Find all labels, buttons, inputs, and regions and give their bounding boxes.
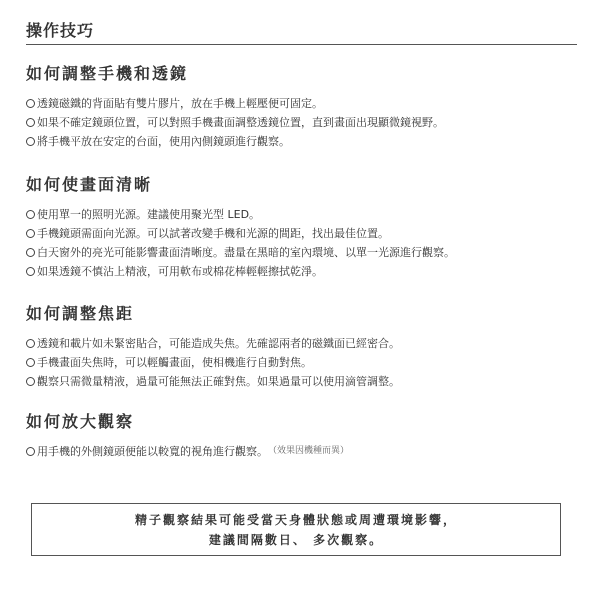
tip-item — [26, 442, 586, 461]
section-title: 如何放大觀察 — [26, 412, 135, 431]
tip-text: 透鏡磁鐵的背面貼有雙片膠片，放在手機上輕壓便可固定。 — [37, 97, 323, 110]
circle-bullet-icon — [26, 99, 35, 108]
notice-line-2: 建議間隔數日、 多次觀察。 — [208, 533, 384, 547]
tip-text: 手機畫面失焦時，可以輕觸畫面，使相機進行自動對焦。 — [37, 356, 312, 369]
tip-item — [26, 262, 586, 281]
tip-text: 白天窗外的亮光可能影響畫面清晰度。盡量在黑暗的室內環境、以單一光源進行觀察。 — [37, 246, 455, 259]
tip-text: 如果透鏡不慎沾上精液，可用軟布或棉花棒輕輕擦拭乾淨。 — [37, 265, 323, 278]
circle-bullet-icon — [26, 137, 35, 146]
tip-item — [26, 113, 586, 132]
tip-item — [26, 205, 586, 224]
section-adjust-focus — [26, 304, 586, 391]
tip-text: 如果不確定鏡頭位置，可以對照手機畫面調整透鏡位置，直到畫面出現顯微鏡視野。 — [37, 116, 444, 129]
circle-bullet-icon — [26, 248, 35, 257]
section-title: 如何調整手機和透鏡 — [26, 64, 189, 83]
tip-item — [26, 243, 586, 262]
circle-bullet-icon — [26, 118, 35, 127]
tip-item — [26, 132, 586, 151]
tip-text: 將手機平放在安定的台面，使用內側鏡頭進行觀察。 — [37, 135, 290, 148]
tip-list — [26, 94, 586, 151]
tip-text: 透鏡和載片如未緊密貼合，可能造成失焦。先確認兩者的磁鐵面已經密合。 — [37, 337, 400, 350]
section-magnify — [26, 412, 586, 461]
tip-list — [26, 442, 586, 461]
tip-text: 觀察只需微量精液，過量可能無法正確對焦。如果過量可以使用滴管調整。 — [37, 375, 400, 388]
section-clear-image — [26, 175, 586, 281]
circle-bullet-icon — [26, 339, 35, 348]
section-title: 如何調整焦距 — [26, 304, 135, 323]
tip-text: 手機鏡頭需面向光源。可以試著改變手機和光源的間距，找出最佳位置。 — [37, 227, 389, 240]
section-adjust-phone-lens — [26, 64, 586, 151]
notice-line-1: 精子觀察結果可能受當天身體狀態或周遭環境影響， — [134, 513, 457, 527]
circle-bullet-icon — [26, 447, 35, 456]
tip-note: （效果因機種而異） — [268, 446, 350, 456]
tip-text: 使用單一的照明光源。建議使用聚光型 LED。 — [37, 208, 261, 221]
page-title: 操作技巧 — [26, 21, 95, 40]
notice-box — [31, 503, 561, 556]
circle-bullet-icon — [26, 358, 35, 367]
tip-item — [26, 334, 586, 353]
tip-item — [26, 372, 586, 391]
tip-list — [26, 205, 586, 281]
title-divider — [26, 44, 577, 45]
tip-list — [26, 334, 586, 391]
circle-bullet-icon — [26, 377, 35, 386]
tip-item — [26, 353, 586, 372]
tip-item — [26, 94, 586, 113]
section-title: 如何使畫面清晰 — [26, 175, 153, 194]
tip-item — [26, 224, 586, 243]
circle-bullet-icon — [26, 267, 35, 276]
circle-bullet-icon — [26, 210, 35, 219]
tip-text: 用手機的外側鏡頭便能以較寬的視角進行觀察。 — [37, 445, 268, 458]
circle-bullet-icon — [26, 229, 35, 238]
